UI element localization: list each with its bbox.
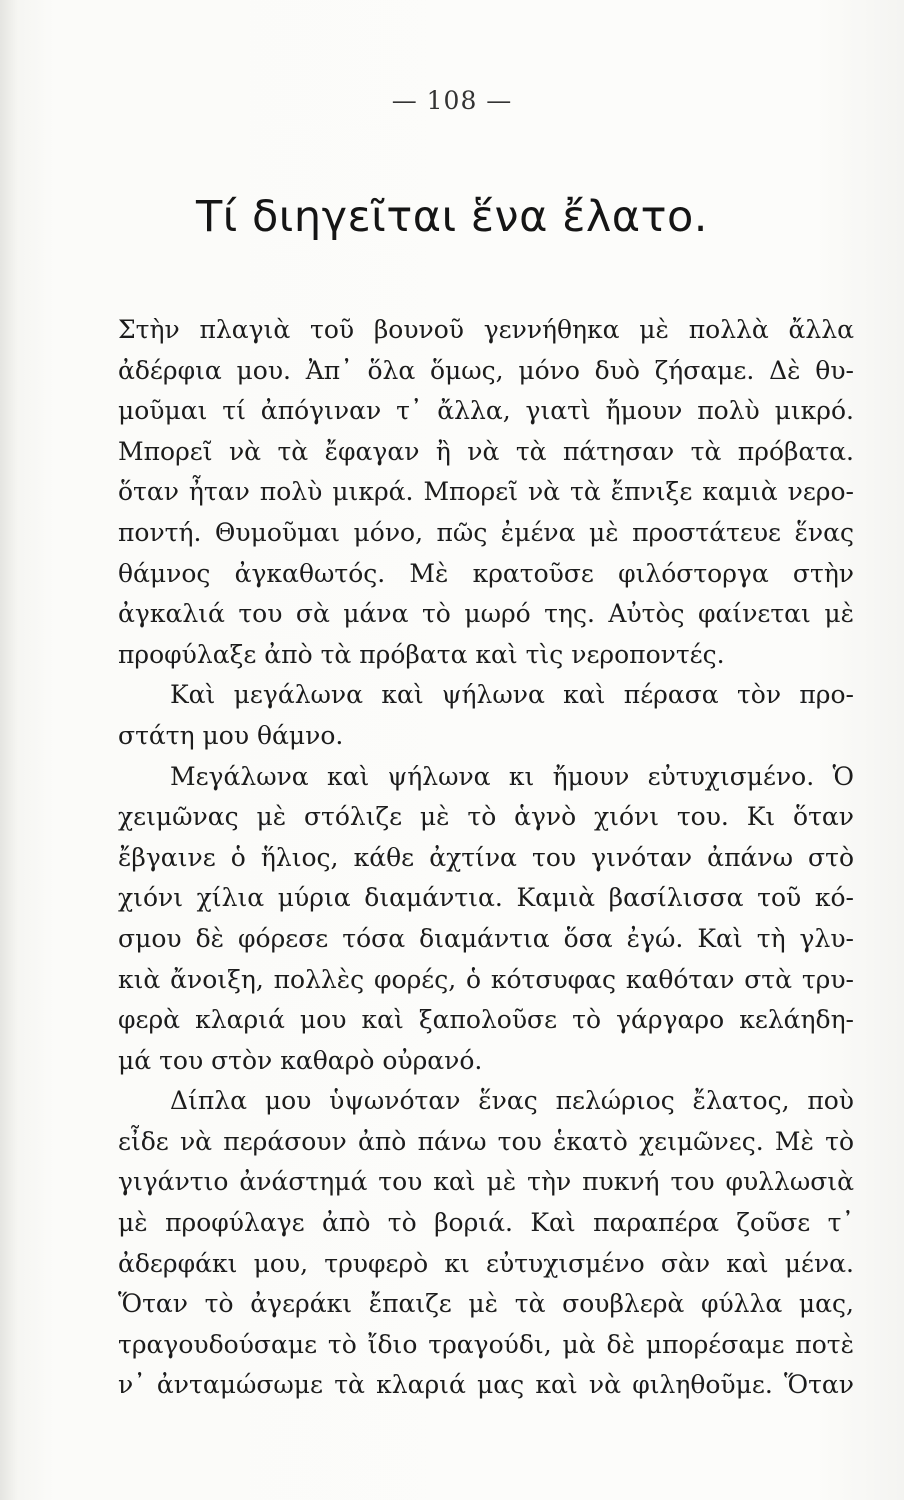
text-line: χιόνι χίλια μύρια διαμάντια. Καμιὰ βασίλισσα τοῦ κό- [118, 883, 854, 913]
paragraph [118, 757, 854, 1082]
text-line: ἀδερφάκι μου, τρυφερὸ κι εὐτυχισμένο σὰν καὶ μένα. [118, 1248, 854, 1278]
text-line: Μπορεῖ νὰ τὰ ἔφαγαν ἢ νὰ τὰ πάτησαν τὰ πρόβατα. [118, 436, 854, 466]
text-line: κιὰ ἄνοιξη, πολλὲς φορές, ὁ κότσυφας καθόταν στὰ τρυ- [118, 964, 854, 994]
body-text [118, 310, 854, 1406]
page-number: — 108 — [391, 86, 513, 115]
text-line: Στὴν πλαγιὰ τοῦ βουνοῦ γεννήθηκα μὲ πολλὰ ἄλλα [118, 315, 854, 344]
text-line: ὅταν ἦταν πολὺ μικρά. Μπορεῖ νὰ τὰ ἔπνιξε καμιὰ νερο- [118, 477, 854, 507]
text-line: ν᾽ ἀνταμώσωμε τὰ κλαριά μας καὶ νὰ φιληθοῦμε. Ὅταν [118, 1370, 854, 1400]
paragraph [118, 1081, 854, 1406]
chapter-title: Τί διηγεῖται ἕνα ἔλατο. [196, 192, 708, 242]
text-line: φερὰ κλαριά μου καὶ ξαπολοῦσε τὸ γάργαρο κελάηδη- [118, 1005, 854, 1035]
text-line: τραγουδούσαμε τὸ ἴδιο τραγούδι, μὰ δὲ μπορέσαμε ποτὲ [118, 1329, 854, 1359]
paragraph [118, 675, 854, 756]
text-line: ποντή. Θυμοῦμαι μόνο, πῶς ἐμένα μὲ προστάτευε ἕνας [118, 517, 854, 547]
text-line: εἶδε νὰ περάσουν ἀπὸ πάνω του ἑκατὸ χειμῶνες. Μὲ τὸ [118, 1126, 854, 1156]
text-line: γιγάντιο ἀνάστημά του καὶ μὲ τὴν πυκνή του φυλλωσιὰ [118, 1167, 854, 1197]
text-line: Καὶ μεγάλωνα καὶ ψήλωνα καὶ πέρασα τὸν προ- [170, 680, 854, 710]
text-line: Ὅταν τὸ ἀγεράκι ἔπαιζε μὲ τὰ σουβλερὰ φύλλα μας, [118, 1289, 854, 1319]
text-line: μά του στὸν καθαρὸ οὐρανό. [118, 1045, 483, 1075]
text-line: Δίπλα μου ὑψωνόταν ἕνας πελώριος ἔλατος, ποὺ [170, 1086, 854, 1116]
paragraph [118, 310, 854, 675]
text-line: θάμνος ἀγκαθωτός. Μὲ κρατοῦσε φιλόστοργα στὴν [118, 558, 854, 588]
text-line: σμου δὲ φόρεσε τόσα διαμάντια ὅσα ἐγώ. Καὶ τὴ γλυ- [118, 923, 854, 953]
text-line: μοῦμαι τί ἀπόγιναν τ᾽ ἄλλα, γιατὶ ἤμουν πολὺ μικρό. [118, 396, 854, 426]
text-line: ἀγκαλιά του σὰ μάνα τὸ μωρό της. Αὐτὸς φαίνεται μὲ [118, 599, 854, 629]
text-line: ἔβγαινε ὁ ἥλιος, κάθε ἀχτίνα του γινόταν ἀπάνω στὸ [118, 842, 854, 872]
text-line: ἀδέρφια μου. Ἀπ᾽ ὅλα ὅμως, μόνο δυὸ ζήσαμε. Δὲ θυ- [118, 355, 854, 385]
text-line: προφύλαξε ἀπὸ τὰ πρόβατα καὶ τὶς νεροποντές. [118, 639, 725, 669]
text-line: μὲ προφύλαγε ἀπὸ τὸ βοριά. Καὶ παραπέρα ζοῦσε τ᾽ [118, 1208, 854, 1238]
text-line: Μεγάλωνα καὶ ψήλωνα κι ἤμουν εὐτυχισμένο. Ὁ [170, 761, 854, 791]
text-line: στάτη μου θάμνο. [118, 720, 344, 750]
text-line: χειμῶνας μὲ στόλιζε μὲ τὸ ἁγνὸ χιόνι του. Κι ὅταν [118, 802, 854, 832]
